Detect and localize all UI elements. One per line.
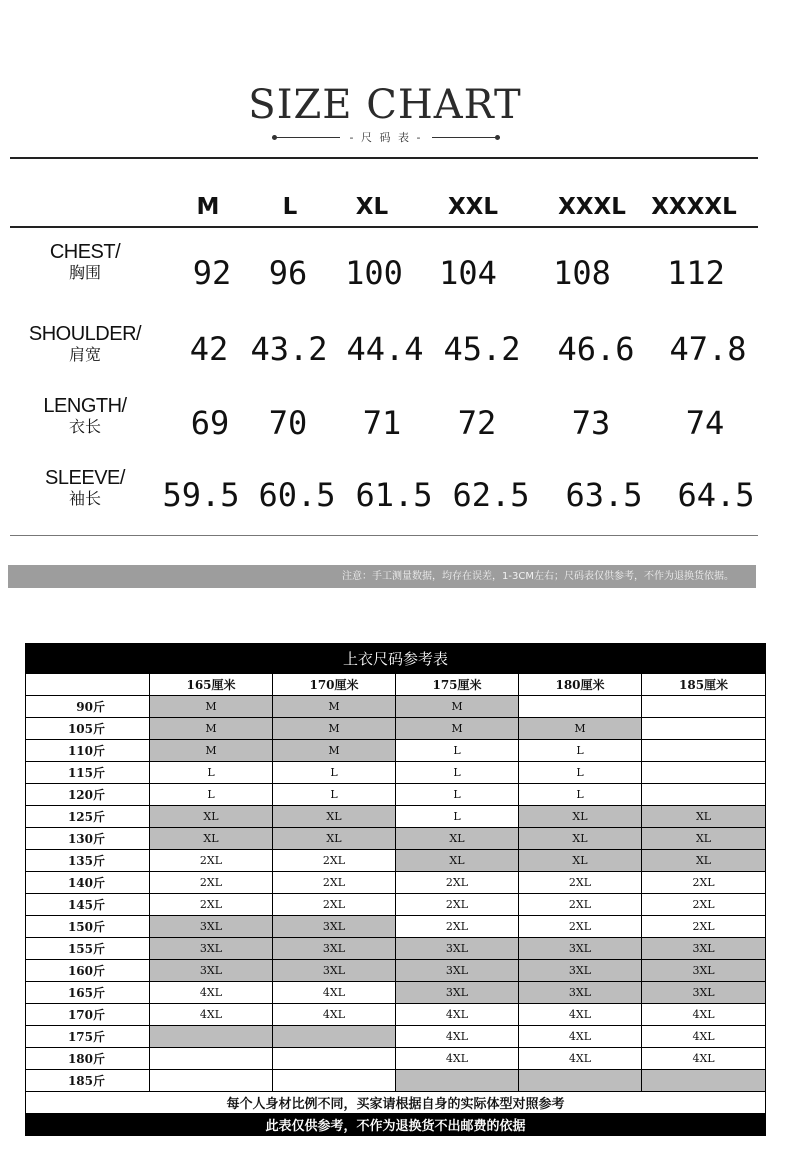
- row-label-shoulder: [16, 324, 154, 364]
- label-zh: 袖长: [68, 489, 101, 508]
- size-cell: 4XL: [519, 1026, 642, 1048]
- value-cell: 100: [345, 254, 403, 292]
- value-cell: 64.5: [677, 476, 755, 514]
- size-cell: [642, 740, 766, 762]
- size-cell: [273, 1048, 396, 1070]
- size-cell: L: [396, 762, 519, 784]
- value-cell: 63.5: [565, 476, 643, 514]
- size-cell: [642, 696, 766, 718]
- size-cell: XL: [642, 828, 766, 850]
- row-label-sleeve: [20, 468, 150, 508]
- size-cell: [642, 762, 766, 784]
- size-cell: XL: [273, 806, 396, 828]
- size-cell: 3XL: [150, 960, 273, 982]
- weight-cell: 185斤: [26, 1070, 150, 1092]
- size-cell: 4XL: [396, 1048, 519, 1070]
- reference-title: 上衣尺码参考表: [26, 644, 766, 674]
- table-row: [26, 696, 766, 718]
- size-cell: [273, 1026, 396, 1048]
- size-cell: 3XL: [519, 960, 642, 982]
- label-zh: 胸围: [68, 263, 101, 282]
- size-cell: L: [396, 784, 519, 806]
- value-cell: 112: [667, 254, 725, 292]
- weight-cell: 165斤: [26, 982, 150, 1004]
- reference-body: [26, 696, 766, 1092]
- reference-table: [25, 643, 766, 1136]
- size-cell: [642, 718, 766, 740]
- size-cell: 2XL: [396, 916, 519, 938]
- divider-left: [272, 137, 340, 138]
- weight-cell: 170斤: [26, 1004, 150, 1026]
- size-cell: [150, 1048, 273, 1070]
- value-cell: 46.6: [557, 330, 635, 368]
- weight-cell: 155斤: [26, 938, 150, 960]
- size-cell: L: [273, 762, 396, 784]
- size-cell: 2XL: [150, 850, 273, 872]
- size-cell: XL: [396, 828, 519, 850]
- size-cell: L: [396, 806, 519, 828]
- table-row: [26, 960, 766, 982]
- table-row: [26, 1026, 766, 1048]
- corner-cell: [26, 674, 150, 696]
- size-cell: [396, 1070, 519, 1092]
- size-cell: 4XL: [273, 1004, 396, 1026]
- table-row: [26, 762, 766, 784]
- label-en: SLEEVE/: [45, 467, 125, 489]
- table-row: [26, 850, 766, 872]
- size-cell: 3XL: [396, 982, 519, 1004]
- height-header: 185厘米: [642, 674, 766, 696]
- size-cell: M: [273, 718, 396, 740]
- size-cell: 3XL: [273, 938, 396, 960]
- table-row: [26, 894, 766, 916]
- size-cell: 2XL: [273, 894, 396, 916]
- table-row: [26, 740, 766, 762]
- table-row: [26, 828, 766, 850]
- size-cell: [642, 1070, 766, 1092]
- size-cell: L: [519, 740, 642, 762]
- weight-cell: 120斤: [26, 784, 150, 806]
- height-header: 175厘米: [396, 674, 519, 696]
- table-row: [26, 938, 766, 960]
- size-cell: 3XL: [642, 982, 766, 1004]
- size-cell: 2XL: [519, 872, 642, 894]
- size-cell: 3XL: [396, 938, 519, 960]
- subtitle-text: - 尺 码 表 -: [349, 131, 423, 144]
- reference-disclaimer: 此表仅供参考，不作为退换货不出邮费的依据: [26, 1114, 766, 1136]
- value-cell: 72: [457, 404, 497, 442]
- size-cell: 2XL: [396, 872, 519, 894]
- size-cell: [519, 1070, 642, 1092]
- size-cell: 4XL: [150, 982, 273, 1004]
- size-cell: M: [150, 740, 273, 762]
- size-cell: 3XL: [396, 960, 519, 982]
- table-row: [26, 1070, 766, 1092]
- value-cell: 61.5: [355, 476, 433, 514]
- size-cell: [150, 1070, 273, 1092]
- label-en: CHEST/: [49, 241, 121, 263]
- value-cell: 69: [190, 404, 230, 442]
- table-row: [26, 806, 766, 828]
- size-cell: M: [396, 718, 519, 740]
- value-cell: 62.5: [452, 476, 530, 514]
- size-cell: M: [273, 696, 396, 718]
- size-cell: 4XL: [396, 1004, 519, 1026]
- size-cell: 2XL: [642, 872, 766, 894]
- value-cell: 45.2: [443, 330, 521, 368]
- weight-cell: 90斤: [26, 696, 150, 718]
- table-row: [26, 1048, 766, 1070]
- weight-cell: 115斤: [26, 762, 150, 784]
- size-cell: 3XL: [273, 916, 396, 938]
- size-cell: XL: [642, 850, 766, 872]
- weight-cell: 130斤: [26, 828, 150, 850]
- size-cell: 4XL: [642, 1026, 766, 1048]
- size-header-xl: XL: [355, 194, 389, 220]
- size-cell: XL: [642, 806, 766, 828]
- size-cell: M: [150, 696, 273, 718]
- height-header: 170厘米: [273, 674, 396, 696]
- table-row: [26, 982, 766, 1004]
- size-cell: [519, 696, 642, 718]
- size-cell: XL: [519, 828, 642, 850]
- size-cell: XL: [519, 850, 642, 872]
- value-cell: 42: [189, 330, 229, 368]
- size-cell: 2XL: [273, 872, 396, 894]
- size-cell: 2XL: [519, 916, 642, 938]
- value-cell: 92: [192, 254, 232, 292]
- height-header: 180厘米: [519, 674, 642, 696]
- size-cell: 2XL: [642, 894, 766, 916]
- size-cell: 2XL: [396, 894, 519, 916]
- weight-cell: 140斤: [26, 872, 150, 894]
- size-cell: 4XL: [273, 982, 396, 1004]
- size-cell: 4XL: [150, 1004, 273, 1026]
- value-cell: 104: [439, 254, 497, 292]
- weight-cell: 145斤: [26, 894, 150, 916]
- divider-right: [432, 137, 500, 138]
- value-cell: 74: [685, 404, 725, 442]
- size-cell: [273, 1070, 396, 1092]
- header-rule: [10, 226, 758, 228]
- weight-cell: 110斤: [26, 740, 150, 762]
- reference-note: 每个人身材比例不同，买家请根据自身的实际体型对照参考: [26, 1092, 766, 1114]
- value-cell: 43.2: [250, 330, 328, 368]
- value-cell: 47.8: [669, 330, 747, 368]
- size-cell: [642, 784, 766, 806]
- size-cell: M: [396, 696, 519, 718]
- height-header-row: [26, 674, 766, 696]
- size-cell: XL: [519, 806, 642, 828]
- size-cell: 2XL: [273, 850, 396, 872]
- value-cell: 70: [268, 404, 308, 442]
- weight-cell: 105斤: [26, 718, 150, 740]
- size-cell: XL: [396, 850, 519, 872]
- weight-cell: 150斤: [26, 916, 150, 938]
- value-cell: 60.5: [258, 476, 336, 514]
- size-cell: L: [519, 784, 642, 806]
- label-en: SHOULDER/: [28, 323, 142, 345]
- bottom-rule: [10, 535, 758, 536]
- size-header-xxxxl: XXXXL: [651, 194, 737, 220]
- size-cell: 3XL: [150, 916, 273, 938]
- size-cell: 3XL: [642, 938, 766, 960]
- size-cell: 3XL: [273, 960, 396, 982]
- weight-cell: 180斤: [26, 1048, 150, 1070]
- size-cell: L: [519, 762, 642, 784]
- size-cell: L: [150, 762, 273, 784]
- size-cell: 4XL: [519, 1048, 642, 1070]
- size-cell: 2XL: [150, 872, 273, 894]
- size-cell: L: [150, 784, 273, 806]
- size-cell: 4XL: [642, 1048, 766, 1070]
- size-cell: L: [273, 784, 396, 806]
- size-cell: 3XL: [519, 982, 642, 1004]
- size-cell: M: [273, 740, 396, 762]
- size-cell: 2XL: [150, 894, 273, 916]
- size-cell: XL: [273, 828, 396, 850]
- value-cell: 73: [571, 404, 611, 442]
- table-row: [26, 784, 766, 806]
- row-label-length: [20, 396, 150, 436]
- size-header-xxxl: XXXL: [558, 194, 626, 220]
- size-cell: 2XL: [519, 894, 642, 916]
- size-cell: 3XL: [642, 960, 766, 982]
- height-header: 165厘米: [150, 674, 273, 696]
- size-cell: 4XL: [642, 1004, 766, 1026]
- size-cell: 4XL: [396, 1026, 519, 1048]
- size-cell: M: [150, 718, 273, 740]
- size-cell: 3XL: [150, 938, 273, 960]
- table-row: [26, 718, 766, 740]
- value-cell: 108: [553, 254, 611, 292]
- size-header-xxl: XXL: [447, 194, 499, 220]
- size-cell: M: [519, 718, 642, 740]
- top-rule: [10, 157, 758, 159]
- label-en: LENGTH/: [43, 395, 127, 417]
- weight-cell: 135斤: [26, 850, 150, 872]
- weight-cell: 160斤: [26, 960, 150, 982]
- size-cell: 3XL: [519, 938, 642, 960]
- label-zh: 肩宽: [68, 345, 101, 364]
- size-header-l: L: [282, 194, 298, 220]
- label-zh: 衣长: [68, 417, 101, 436]
- size-cell: XL: [150, 806, 273, 828]
- size-cell: XL: [150, 828, 273, 850]
- table-row: [26, 916, 766, 938]
- row-label-chest: [20, 242, 150, 282]
- chart-subtitle: [272, 128, 500, 146]
- size-cell: 2XL: [642, 916, 766, 938]
- table-row: [26, 1004, 766, 1026]
- size-header-m: M: [196, 194, 220, 220]
- value-cell: 44.4: [346, 330, 424, 368]
- measurement-note: 注意：手工测量数据，均存在误差，1-3CM左右；尺码表仅供参考，不作为退换货依据。: [8, 565, 756, 588]
- value-cell: 59.5: [162, 476, 240, 514]
- chart-title: SIZE CHART: [248, 82, 522, 128]
- size-cell: 4XL: [519, 1004, 642, 1026]
- table-row: [26, 872, 766, 894]
- value-cell: 96: [268, 254, 308, 292]
- size-cell: [150, 1026, 273, 1048]
- weight-cell: 175斤: [26, 1026, 150, 1048]
- value-cell: 71: [362, 404, 402, 442]
- weight-cell: 125斤: [26, 806, 150, 828]
- size-cell: L: [396, 740, 519, 762]
